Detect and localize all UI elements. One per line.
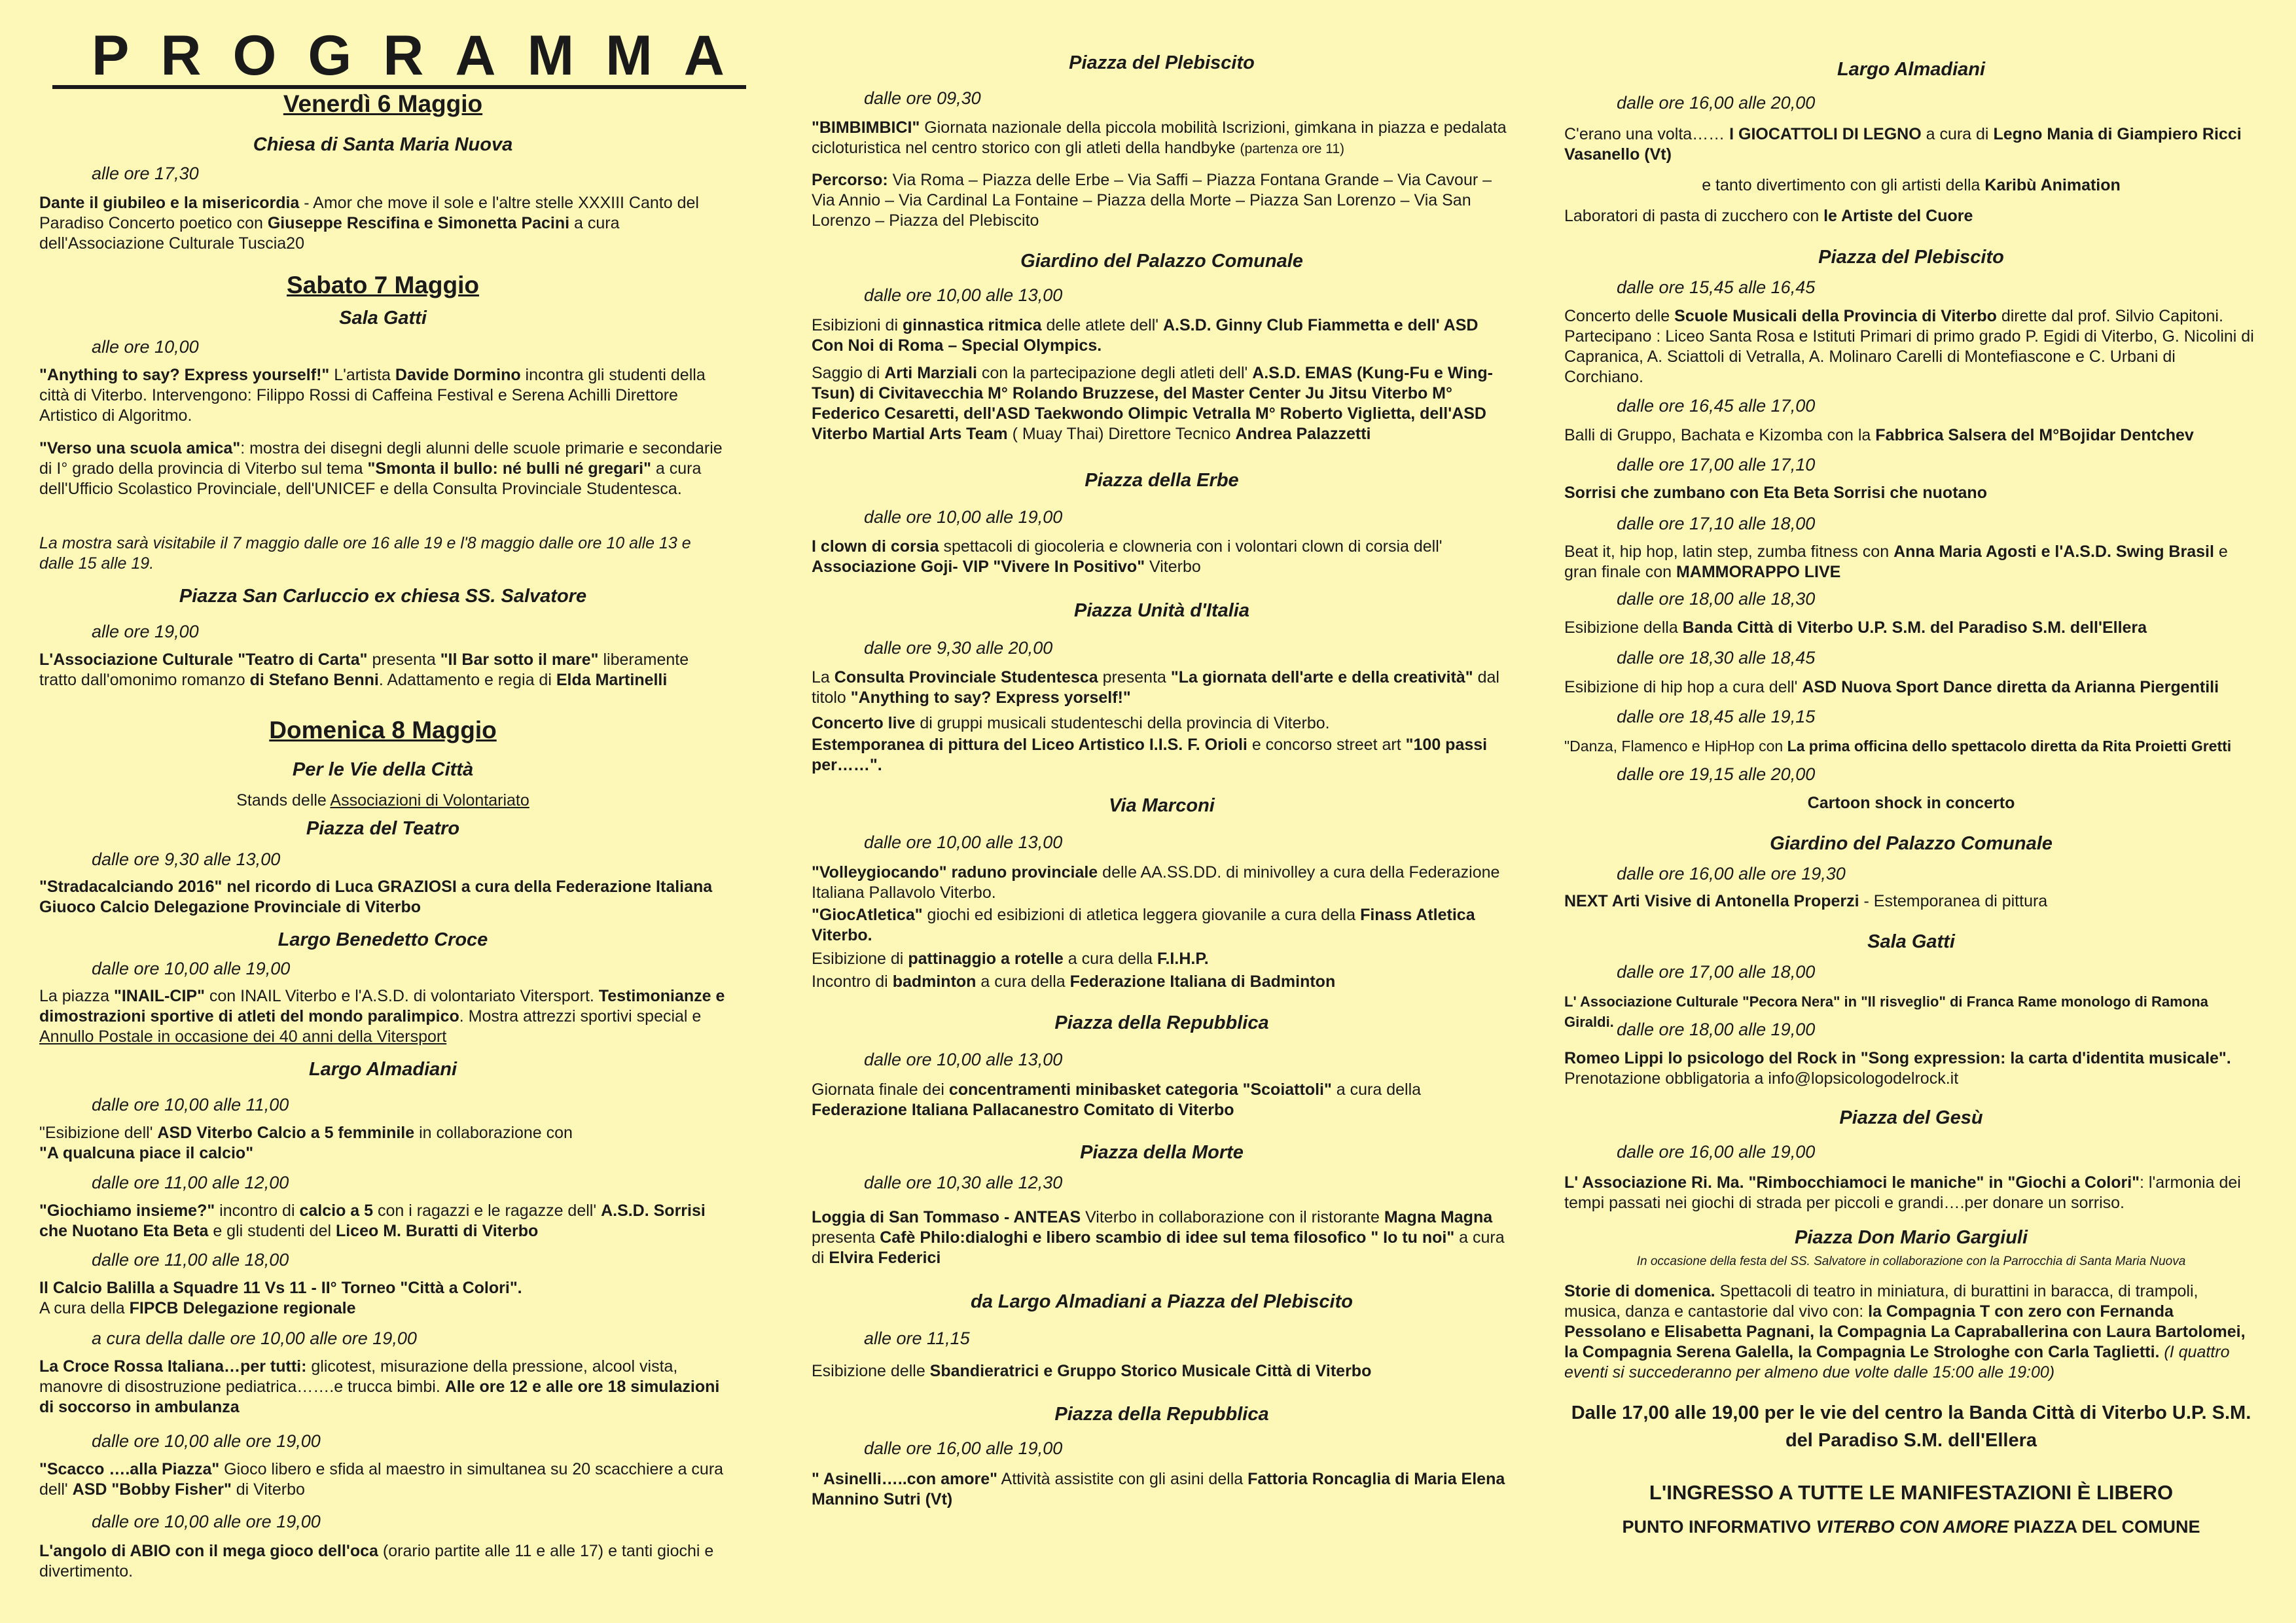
- venue-heading: Piazza della Erbe: [1085, 470, 1239, 491]
- event-description: [39, 365, 726, 426]
- venue-heading: da Largo Almadiani a Piazza del Plebiscito: [971, 1291, 1353, 1312]
- event-description: [39, 650, 726, 690]
- text-span: incontra gli studenti della città di Viterbo. Intervengono: Filippo Rossi di Caffeina Festival e Serena Achilli Direttore Artistico di Algoritmo.: [39, 366, 706, 425]
- event-description: [39, 1541, 726, 1582]
- text-span: Esibizione di hip hop a cura dell': [1564, 678, 1803, 696]
- event-description: [812, 118, 1512, 159]
- organizer: Scuole Musicali della Provincia di Viterbo: [1674, 307, 1997, 325]
- page-title: PROGRAMMA: [52, 26, 746, 89]
- event-description: [39, 986, 726, 1047]
- text-span: di Viterbo: [231, 1480, 305, 1499]
- text-span: (orario partite alle 11 e alle 17) e tanti giochi e divertimento.: [39, 1542, 714, 1580]
- event-time: dalle ore 10,00 alle 13,00: [864, 832, 1063, 852]
- team: ASD Viterbo Calcio a 5 femminile: [157, 1124, 415, 1142]
- association: ASD Nuova Sport Dance diretta da Arianna Piergentili: [1802, 678, 2219, 696]
- text-span: a cura di: [1921, 125, 1994, 143]
- event-title: concentramenti minibasket categoria "Scoiattoli": [948, 1080, 1332, 1099]
- association: A.S.D. Ginny Club Fiammetta e dell' ASD Con Noi di Roma – Special Olympics.: [812, 316, 1479, 355]
- venue-heading: Piazza della Morte: [1080, 1142, 1244, 1163]
- text-span: in collaborazione con: [414, 1124, 573, 1142]
- event-title: "Volleygiocando" raduno provinciale: [812, 863, 1098, 882]
- text-span: Giornata finale dei: [812, 1080, 949, 1099]
- association: Associazione Goji- VIP "Vivere In Positivo": [812, 558, 1145, 576]
- venue-heading: Piazza del Teatro: [306, 818, 460, 839]
- restaurant: Magna Magna: [1384, 1208, 1493, 1226]
- venue-heading: Piazza del Plebiscito: [1069, 52, 1255, 73]
- event-description: [39, 193, 726, 254]
- event-time: dalle ore 17,00 alle 18,00: [1617, 962, 1816, 982]
- closing-band-note: Dalle 17,00 alle 19,00 per le vie del centro la Banda Città di Viterbo U.P. S.M. del Paradiso S.M. dell'Ellera: [1571, 1402, 2251, 1451]
- event-description: [39, 1357, 726, 1418]
- curator: Elvira Federici: [829, 1249, 941, 1267]
- text-span: delle atlete dell': [1041, 316, 1163, 334]
- text-span: Spettacoli di teatro in miniatura, di burattini in baracca, di trampoli, musica, danza e cantastorie dal vivo con:: [1564, 1282, 2198, 1321]
- event-time: dalle ore 11,00 alle 12,00: [92, 1173, 289, 1192]
- text-span: Laboratori di pasta di zucchero con: [1564, 207, 1824, 225]
- event-title: "A qualcuna piace il calcio": [39, 1144, 254, 1162]
- event-description: [1564, 425, 2258, 446]
- text-span: spettacoli di giocoleria e clowneria con i volontari clown di corsia dell': [939, 537, 1443, 556]
- event-description: [812, 1469, 1512, 1510]
- text-span: delle AA.SS.DD. di minivolley a cura della Federazione Italiana Pallavolo Viterbo.: [812, 863, 1500, 902]
- start-time-note: (partenza ore 11): [1240, 141, 1345, 156]
- event-time: dalle ore 17,00 alle 17,10: [1617, 455, 1816, 474]
- text-span: Beat it, hip hop, latin step, zumba fitness con: [1564, 543, 1894, 561]
- event-description: [39, 438, 726, 499]
- companies: la Compagnia T con zero con Fernanda Pessolano e Elisabetta Pagnani, la Compagnia La Capraballerina con Laura Bartolomei, la Compagnia Serena Galella, la Compagnia Le Strologhe con Carla Taglietti.: [1564, 1302, 2246, 1361]
- association: A.S.D. Sorrisi che Nuotano Eta Beta: [39, 1202, 706, 1240]
- day-heading-saturday: Sabato 7 Maggio: [287, 272, 479, 298]
- event-title: I clown di corsia: [812, 537, 939, 556]
- stands-line: [39, 791, 726, 811]
- organizer: Federazione Italiana Pallacanestro Comitato di Viterbo: [812, 1101, 1234, 1119]
- event-description: Cartoon shock in concerto: [1807, 794, 2015, 812]
- venue-heading: Piazza della Repubblica: [1054, 1404, 1269, 1425]
- venue-heading: Chiesa di Santa Maria Nuova: [253, 134, 513, 155]
- text-span: Concerto delle: [1564, 307, 1675, 325]
- highlight: Testimonianze e dimostrazioni sportive di atleti del mondo paralimpico: [39, 987, 725, 1026]
- text-span: a cura dell'Associazione Culturale Tuscia20: [39, 214, 620, 253]
- event-title: Romeo Lippi lo psicologo del Rock in "Song expression: la carta d'identita musicale".: [1564, 1049, 2231, 1067]
- event-description: [812, 905, 1512, 946]
- venue-heading: Piazza del Gesù: [1839, 1107, 1983, 1128]
- event-description: [1564, 618, 2258, 638]
- text-span: PUNTO INFORMATIVO: [1622, 1517, 1816, 1537]
- text-span: L'artista: [329, 366, 395, 384]
- event-title: " Asinelli…..con amore": [812, 1470, 997, 1488]
- venue-heading: Via Marconi: [1109, 795, 1215, 816]
- event-description: [812, 1080, 1512, 1120]
- event-title: "Verso una scuola amica": [39, 439, 241, 457]
- event-description: [812, 1361, 1512, 1382]
- event-time: dalle ore 10,00 alle 19,00: [92, 959, 291, 978]
- event-description: [812, 972, 1512, 992]
- text-span: Esibizione della: [1564, 618, 1683, 637]
- text-span: dirette dal prof. Silvio Capitoni. Partecipano : Liceo Santa Rosa e Istituti Primari di primo grado P. Egidi di Viterbo, G. Nicolini di Capranica, A. Sciattoli di Vetralla, A. Molinaro Carelli di Montefiascone e C. Urbani di Corchiano.: [1564, 307, 2254, 386]
- event-time: dalle ore 9,30 alle 20,00: [864, 638, 1053, 658]
- event-title: Il Calcio Balilla a Squadre 11 Vs 11 - II° Torneo "Città a Colori".: [39, 1279, 522, 1297]
- text-span: - Amor che move il sole e l'altre stelle XXXIII Canto del Paradiso Concerto poetico con: [39, 194, 699, 232]
- text-span: a cura dell'Ufficio Scolastico Provinciale, dell'UNICEF e della Consulta Provinciale Studentesca.: [39, 459, 702, 498]
- event-description: [39, 1201, 726, 1241]
- event-description: [1564, 1048, 2258, 1089]
- event-title: "BIMBIMBICI": [812, 118, 920, 137]
- text-span: e gli studenti del: [208, 1222, 336, 1240]
- text-span: di gruppi musicali studenteschi della provincia di Viterbo.: [915, 714, 1330, 732]
- event-description: Sorrisi che zumbano con Eta Beta Sorrisi che nuotano: [1564, 484, 1987, 502]
- event-title: "GiocAtletica": [812, 906, 923, 924]
- event-time: dalle ore 16,00 alle 19,00: [1617, 1142, 1816, 1162]
- event-time: dalle ore 16,00 alle 19,00: [864, 1438, 1063, 1458]
- text-span: a cura di: [812, 1228, 1505, 1267]
- event-title: "Scacco ….alla Piazza": [39, 1460, 220, 1478]
- text-span: a cura della: [1063, 950, 1157, 968]
- text-span: A cura della: [39, 1299, 130, 1317]
- event-description: [812, 537, 1512, 577]
- discipline: badminton: [892, 972, 977, 991]
- text-span: a cura della: [976, 972, 1070, 991]
- event-description: [1564, 542, 2258, 582]
- venue-heading: Giardino del Palazzo Comunale: [1770, 833, 2053, 854]
- event-description: L' Associazione Culturale "Pecora Nera" in "Il risveglio" di Franca Rame monologo di Ramona Giraldi.: [1564, 993, 2208, 1030]
- contest: "100 passi per……".: [812, 736, 1488, 774]
- event-time: dalle ore 16,45 alle 17,00: [1617, 396, 1816, 416]
- text-span: Viterbo: [1145, 558, 1201, 576]
- performers: Sbandieratrici e Gruppo Storico Musicale Città di Viterbo: [929, 1362, 1372, 1380]
- performers: Anna Maria Agosti e l'A.S.D. Swing Brasil: [1893, 543, 2214, 561]
- text-span: Balli di Gruppo, Bachata e Kizomba con la: [1564, 426, 1876, 444]
- event-time: dalle ore 18,45 alle 19,15: [1617, 707, 1816, 726]
- discipline: Arti Marziali: [884, 364, 977, 382]
- text-span: liberamente tratto dall'omonimo romanzo: [39, 651, 689, 689]
- text-span: a cura della: [1331, 1080, 1422, 1099]
- sport: calcio a 5: [299, 1202, 374, 1220]
- organizer: Legno Mania di Giampiero Ricci Vasanello (Vt): [1564, 125, 2242, 164]
- event-time: dalle ore 10,00 alle 13,00: [864, 1050, 1063, 1069]
- booking-info: Prenotazione obbligatoria a info@lopsicologodelrock.it: [1564, 1069, 1959, 1088]
- text-span: : mostra dei disegni degli alunni delle scuole primarie e secondarie di I° grado della provincia di Viterbo sul tema: [39, 439, 723, 478]
- venue-heading: Sala Gatti: [1867, 931, 1955, 952]
- event-time: dalle ore 10,00 alle 11,00: [92, 1095, 289, 1115]
- event-title: Dante il giubileo e la misericordia: [39, 194, 300, 212]
- author: di Stefano Benni: [249, 671, 379, 689]
- performers: Giuseppe Rescifina e Simonetta Pacini: [267, 214, 570, 232]
- event-description: [1564, 677, 2258, 698]
- text-span: e gran finale con: [1564, 543, 2228, 581]
- text-span: giochi ed esibizioni di atletica leggera giovanile a cura della: [922, 906, 1361, 924]
- event-title: "La giornata dell'arte e della creatività": [1170, 668, 1473, 687]
- event-time: dalle ore 16,00 alle ore 19,30: [1617, 864, 1846, 883]
- event-title: L' Associazione Ri. Ma. "Rimbocchiamoci le maniche" in "Giochi a Colori": [1564, 1173, 2140, 1192]
- text-span: presenta: [812, 1228, 880, 1247]
- event-description: [1564, 306, 2258, 387]
- venue-heading: Largo Benedetto Croce: [278, 929, 488, 950]
- text-span: ( Muay Thai) Direttore Tecnico: [1007, 425, 1236, 443]
- text-span: Incontro di: [812, 972, 893, 991]
- text-span: con INAIL Viterbo e l'A.S.D. di volontariato Vitersport.: [204, 987, 599, 1005]
- venue-heading: Piazza Unità d'Italia: [1074, 600, 1249, 621]
- day-heading-sunday: Domenica 8 Maggio: [269, 717, 497, 743]
- event-time: alle ore 10,00: [92, 337, 199, 357]
- text-span: Gioco libero e sfida al maestro in simultanea su 20 scacchiere a cura dell': [39, 1460, 724, 1499]
- event-title: "Anything to say? Express yourself!": [39, 366, 330, 384]
- event-description: [812, 1207, 1512, 1268]
- text-span: Esibizioni di: [812, 316, 903, 334]
- venue-name: Loggia di San Tommaso - ANTEAS: [812, 1208, 1081, 1226]
- event-time: a cura della dalle ore 10,00 alle ore 19,00: [92, 1329, 417, 1348]
- text-span: - Estemporanea di pittura: [1859, 892, 2048, 910]
- text-span: PIAZZA DEL COMUNE: [2009, 1517, 2200, 1537]
- event-time: dalle ore 15,45 alle 16,45: [1617, 277, 1816, 297]
- event-description: [1564, 206, 2258, 226]
- event-time: alle ore 11,15: [864, 1329, 970, 1348]
- event-time: dalle ore 11,00 alle 18,00: [92, 1250, 289, 1270]
- event-description: [1564, 124, 2258, 165]
- event-description: [812, 315, 1512, 356]
- venue-heading: Sala Gatti: [339, 308, 427, 329]
- venue-heading: Giardino del Palazzo Comunale: [1020, 251, 1303, 272]
- event-time: dalle ore 18,30 alle 18,45: [1617, 648, 1816, 668]
- venue-heading: Piazza della Repubblica: [1054, 1012, 1269, 1033]
- organizer: F.I.H.P.: [1157, 950, 1209, 968]
- text-span: . Mostra attrezzi sportivi special e: [459, 1007, 702, 1026]
- director: Elda Martinelli: [556, 671, 668, 689]
- event-subtitle: "Anything to say? Express yorself!": [850, 688, 1131, 707]
- organizer: L'Associazione Culturale "Teatro di Carta": [39, 651, 368, 669]
- event-description: [812, 863, 1512, 903]
- artist: Davide Dormino: [395, 366, 521, 384]
- text-span: glicotest, misurazione della pressione, alcool vista, manovre di disostruzione pediatrica…….e trucca bimbi.: [39, 1357, 678, 1396]
- event-description: [39, 1459, 726, 1500]
- event-time: dalle ore 16,00 alle 20,00: [1617, 93, 1816, 113]
- organizer: le Artiste del Cuore: [1823, 207, 1973, 225]
- text-span: dal titolo: [812, 668, 1499, 707]
- text-span: e concorso street art: [1247, 736, 1406, 754]
- event-title: Estemporanea di pittura del Liceo Artistico I.I.S. F. Orioli: [812, 736, 1247, 754]
- band: Banda Città di Viterbo U.P. S.M. del Paradiso S.M. dell'Ellera: [1682, 618, 2147, 637]
- event-title: "INAIL-CIP": [113, 987, 205, 1005]
- text-span: Esibizione di: [812, 950, 908, 968]
- organizer: Fattoria Roncaglia di Maria Elena Mannino Sutri (Vt): [812, 1470, 1505, 1508]
- event-title: Storie di domenica.: [1564, 1282, 1715, 1300]
- event-description: [812, 363, 1512, 444]
- event-time: dalle ore 10,00 alle 13,00: [864, 285, 1063, 305]
- route-description: [812, 170, 1512, 231]
- text-span: e tanto divertimento con gli artisti della: [1702, 176, 1985, 194]
- text-span: con la partecipazione degli atleti dell': [977, 364, 1253, 382]
- text-span: La: [812, 668, 834, 687]
- event-description: [1564, 736, 2258, 757]
- event-time: dalle ore 10,00 alle 19,00: [864, 507, 1063, 527]
- school: Liceo M. Buratti di Viterbo: [335, 1222, 539, 1240]
- text-span: Saggio di: [812, 364, 885, 382]
- text-span: "Esibizione dell': [39, 1124, 158, 1142]
- event-title: L'angolo di ABIO con il mega gioco dell'oca: [39, 1542, 378, 1560]
- associations: A.S.D. EMAS (Kung-Fu e Wing-Tsun) di Civitavecchia M° Rolando Bruzzese, del Master Center Ju Jitsu Viterbo M° Federico Cesaretti, dell'ASD Taekwondo Olimpic Vetralla M° Roberto Viglietta, dell'ASD Viterbo Martial Arts Team: [812, 364, 1494, 443]
- artist: NEXT Arti Visive di Antonella Properzi: [1564, 892, 1859, 910]
- highlight: Alle ore 12 e alle ore 18 simulazioni di soccorso in ambulanza: [39, 1378, 720, 1416]
- event-description: "Stradacalciando 2016" nel ricordo di Luca GRAZIOSI a cura della Federazione Italiana Giuoco Calcio Delegazione Provinciale di Viterbo: [39, 878, 713, 916]
- association: ASD "Bobby Fisher": [72, 1480, 232, 1499]
- route-label: Percorso:: [812, 171, 888, 189]
- organizer: Fabbrica Salsera del M°Bojidar Dentchev: [1875, 426, 2194, 444]
- text-span: con i ragazzi e le ragazze dell': [373, 1202, 601, 1220]
- text-span: incontro di: [215, 1202, 300, 1220]
- finale: MAMMORAPPO LIVE: [1676, 563, 1841, 581]
- theme: "Smonta il bullo: né bulli né gregari": [367, 459, 651, 478]
- venue-heading: Piazza del Plebiscito: [1818, 247, 2004, 268]
- event-time: dalle ore 10,00 alle ore 19,00: [92, 1431, 321, 1451]
- event-description: [1564, 891, 2258, 912]
- day-heading-friday: Venerdì 6 Maggio: [283, 90, 483, 117]
- event-description: [39, 1123, 726, 1164]
- event-time: dalle ore 18,00 alle 18,30: [1617, 589, 1816, 609]
- info-point: [1564, 1517, 2258, 1537]
- venue-heading: Largo Almadiani: [1837, 59, 1986, 80]
- event-title: "Giochiamo insieme?": [39, 1202, 215, 1220]
- text-span: . Adattamento e regia di: [378, 671, 556, 689]
- associations: Associazioni di Volontariato: [330, 791, 529, 810]
- text-span: : l'armonia dei tempi passati nei giochi di strada per piccoli e grandi….per donare un sorriso.: [1564, 1173, 2241, 1212]
- event-time: dalle ore 10,00 alle ore 19,00: [92, 1512, 321, 1531]
- event-description: [812, 713, 1512, 734]
- event-title: La Croce Rossa Italiana…per tutti:: [39, 1357, 307, 1376]
- text-span: C'erano una volta……: [1564, 125, 1730, 143]
- event-description: [1564, 1173, 2258, 1213]
- director: Andrea Palazzetti: [1235, 425, 1371, 443]
- event-title: "Il Bar sotto il mare": [440, 651, 599, 669]
- text-span: "Danza, Flamenco e HipHop con: [1564, 738, 1787, 755]
- text-span: presenta: [367, 651, 440, 669]
- venue-heading: Largo Almadiani: [308, 1059, 457, 1080]
- event-time: alle ore 19,00: [92, 622, 199, 641]
- schedule-note: (I quattro eventi si succederanno per almeno due volte dalle 15:00 alle 19:00): [1564, 1343, 2230, 1382]
- event-description: [1564, 175, 2258, 196]
- event-time: alle ore 17,30: [92, 164, 199, 183]
- organizer: Finass Atletica Viterbo.: [812, 906, 1475, 944]
- event-description: [1564, 1281, 2258, 1383]
- event-description: [812, 949, 1512, 969]
- brand-name: VITERBO CON AMORE: [1816, 1517, 2009, 1537]
- organizer: Consulta Provinciale Studentesca: [834, 668, 1098, 687]
- text-span: La piazza: [39, 987, 114, 1005]
- text-span: Stands delle: [236, 791, 331, 810]
- text-span: Attività assistite con gli asini della: [997, 1470, 1248, 1488]
- event-description: [39, 1278, 726, 1319]
- event-time: dalle ore 17,10 alle 18,00: [1617, 514, 1816, 533]
- text-span: presenta: [1098, 668, 1171, 687]
- free-entry-notice: L'INGRESSO A TUTTE LE MANIFESTAZIONI È LIBERO: [1649, 1481, 2174, 1504]
- postal-stamp: Annullo Postale in occasione dei 40 anni della Vitersport: [39, 1027, 447, 1046]
- event-title: Cafè Philo:dialoghi e libero scambio di idee sul tema filosofico " Io tu noi": [880, 1228, 1455, 1247]
- organizer: Federazione Italiana di Badminton: [1069, 972, 1336, 991]
- event-time: dalle ore 9,30 alle 13,00: [92, 849, 281, 869]
- venue-subtitle: In occasione della festa del SS. Salvatore in collaborazione con la Parrocchia di Santa Maria Nuova: [1636, 1255, 2186, 1268]
- discipline: pattinaggio a rotelle: [908, 950, 1064, 968]
- event-description: [812, 735, 1512, 776]
- text-span: Esibizione delle: [812, 1362, 930, 1380]
- event-title: I GIOCATTOLI DI LEGNO: [1729, 125, 1922, 143]
- organizer: La prima officina dello spettacolo diretta da Rita Proietti Gretti: [1787, 738, 2232, 755]
- exhibition-note: La mostra sarà visitabile il 7 maggio dalle ore 16 alle 19 e l'8 maggio dalle ore 10 alle 13 e dalle 15 alle 19.: [39, 534, 691, 573]
- route: Via Roma – Piazza delle Erbe – Via Saffi – Piazza Fontana Grande – Via Cavour – Via Annio – Via Cardinal La Fontaine – Piazza della Morte – Piazza San Lorenzo – Via San Lorenzo – Piazza del Plebiscito: [812, 171, 1492, 230]
- event-time: dalle ore 10,30 alle 12,30: [864, 1173, 1063, 1192]
- text-span: Viterbo in collaborazione con il ristorante: [1081, 1208, 1384, 1226]
- text-span: Giornata nazionale della piccola mobilità Iscrizioni, gimkana in piazza e pedalata cicloturistica nel centro storico con gli atleti della handbyke: [812, 118, 1507, 157]
- venue-heading: Piazza Don Mario Gargiuli: [1794, 1227, 2028, 1248]
- event-title: Concerto live: [812, 714, 916, 732]
- event-time: dalle ore 18,00 alle 19,00: [1617, 1020, 1816, 1039]
- event-time: dalle ore 09,30: [864, 88, 981, 108]
- venue-heading: Per le Vie della Città: [292, 759, 474, 780]
- organizer: Karibù Animation: [1984, 176, 2121, 194]
- event-time: dalle ore 19,15 alle 20,00: [1617, 764, 1816, 784]
- organizer: FIPCB Delegazione regionale: [129, 1299, 356, 1317]
- discipline: ginnastica ritmica: [902, 316, 1042, 334]
- venue-heading: Piazza San Carluccio ex chiesa SS. Salvatore: [179, 586, 587, 607]
- event-description: [812, 668, 1512, 708]
